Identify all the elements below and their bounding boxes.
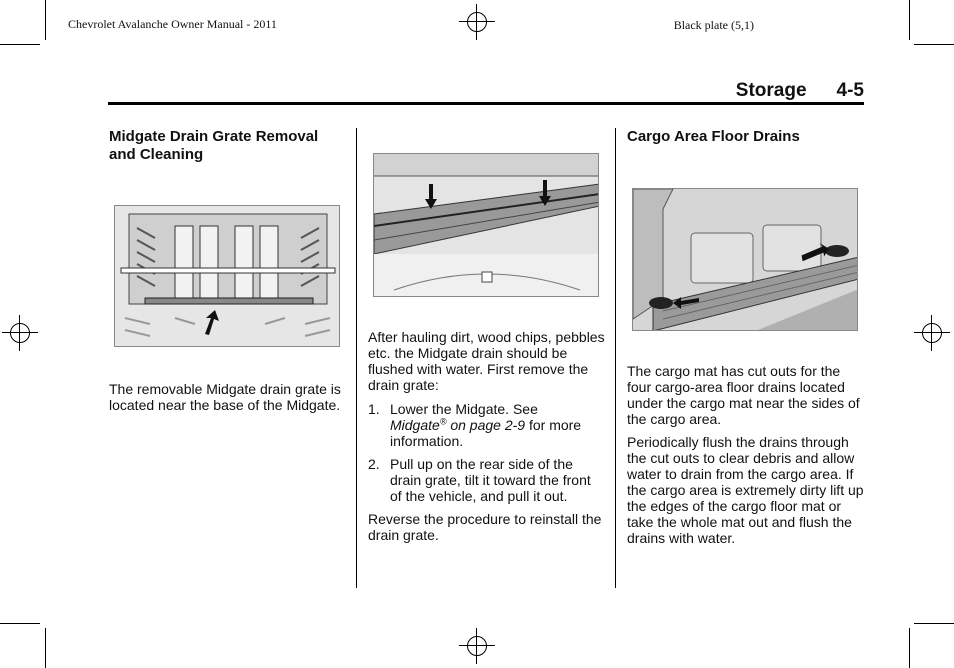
xref-title: Midgate bbox=[390, 417, 440, 433]
crop-mark bbox=[914, 623, 954, 624]
registered-mark: ® bbox=[439, 416, 447, 427]
paragraph: After hauling dirt, wood chips, pebbles etc. the Midgate drain should be flushed with water. First remove the drain grate: bbox=[368, 329, 605, 393]
registration-mark bbox=[2, 315, 38, 351]
crop-mark bbox=[45, 0, 46, 40]
cargo-drain-drawing bbox=[633, 189, 858, 331]
midgate-grate-drawing bbox=[115, 206, 340, 347]
registration-mark bbox=[914, 315, 950, 351]
crop-mark bbox=[0, 44, 40, 45]
crop-mark bbox=[909, 628, 910, 668]
crop-mark bbox=[45, 628, 46, 668]
section-header bbox=[736, 80, 864, 102]
crop-mark bbox=[0, 623, 40, 624]
cargo-drain-illustration bbox=[632, 188, 858, 331]
step-number: 1. bbox=[368, 401, 380, 417]
midgate-drain-drawing bbox=[374, 154, 599, 297]
list-item bbox=[368, 401, 606, 449]
step-text: Pull up on the rear side of the drain grate, tilt it toward the front of the vehicle, and pull it out. bbox=[390, 456, 591, 504]
paragraph: Reverse the procedure to reinstall the drain grate. bbox=[368, 511, 602, 543]
registration-mark bbox=[459, 4, 495, 40]
xref-page: on page 2-9 bbox=[446, 417, 526, 433]
crop-mark bbox=[914, 44, 954, 45]
section-heading: Midgate Drain Grate Removal and Cleaning bbox=[109, 128, 319, 163]
column-3 bbox=[627, 128, 867, 146]
plate-slug: Black plate (5,1) bbox=[673, 18, 754, 32]
paragraph: The cargo mat has cut outs for the four cargo-area floor drains located under the cargo mat near the sides of the cargo area. bbox=[627, 363, 860, 427]
column-divider bbox=[615, 128, 616, 588]
list-item bbox=[368, 456, 606, 504]
paragraph: Periodically flush the drains through the cut outs to clear debris and allow water to drain from the cargo area. If the cargo area is extremely dirty lift up the edges of the cargo floor mat or take the whole mat out and flush the drains with water. bbox=[627, 434, 864, 546]
column-1-body bbox=[109, 381, 344, 413]
column-3-body bbox=[627, 363, 867, 546]
paragraph: The removable Midgate drain grate is located near the base of the Midgate. bbox=[109, 381, 341, 413]
column-divider bbox=[356, 128, 357, 588]
column-2-body bbox=[368, 329, 606, 543]
header-rule bbox=[108, 102, 864, 105]
midgate-drain-illustration bbox=[373, 153, 599, 297]
manual-slug: Chevrolet Avalanche Owner Manual - 2011 bbox=[68, 17, 277, 31]
procedure-steps bbox=[368, 401, 606, 504]
section-heading: Cargo Area Floor Drains bbox=[627, 128, 800, 145]
column-1 bbox=[109, 128, 344, 164]
midgate-grate-illustration bbox=[114, 205, 340, 347]
cross-reference-link[interactable] bbox=[390, 417, 525, 433]
registration-mark bbox=[459, 628, 495, 664]
step-text: Lower the Midgate. See bbox=[390, 401, 538, 417]
crop-mark bbox=[909, 0, 910, 40]
step-text: for more information. bbox=[390, 417, 582, 449]
step-number: 2. bbox=[368, 456, 380, 472]
page-number: 4-5 bbox=[836, 80, 864, 101]
section-title: Storage bbox=[735, 80, 807, 101]
